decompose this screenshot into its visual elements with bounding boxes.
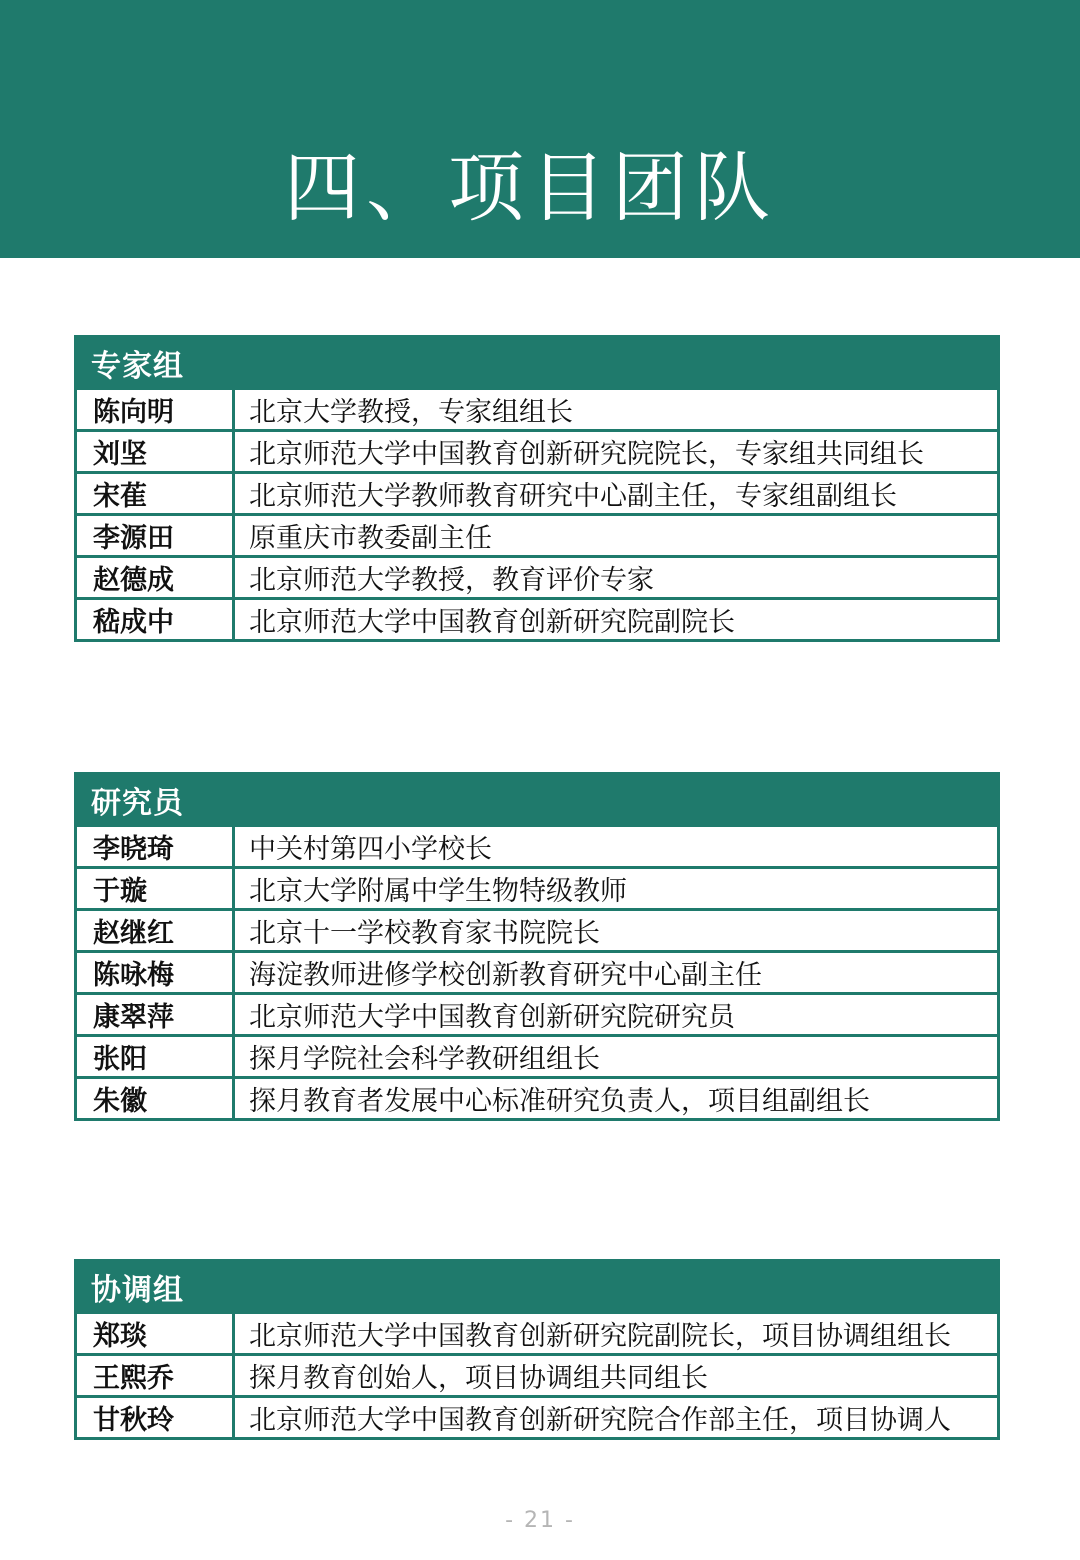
table-row [76, 431, 999, 473]
table-row [76, 473, 999, 515]
member-role: 北京师范大学教师教育研究中心副主任，专家组副组长 [234, 473, 999, 515]
member-name: 李晓琦 [76, 826, 234, 868]
researcher-table [74, 772, 1000, 1121]
member-role: 北京师范大学中国教育创新研究院合作部主任，项目协调人 [234, 1397, 999, 1439]
table-row [76, 557, 999, 599]
member-name: 赵继红 [76, 910, 234, 952]
member-name: 张阳 [76, 1036, 234, 1078]
member-name: 陈咏梅 [76, 952, 234, 994]
table-row [76, 1355, 999, 1397]
member-role: 北京大学教授，专家组组长 [234, 389, 999, 431]
table-row [76, 515, 999, 557]
member-role: 北京师范大学中国教育创新研究院副院长，项目协调组组长 [234, 1313, 999, 1355]
table-row [76, 1397, 999, 1439]
table-row [76, 952, 999, 994]
coordination-group-table [74, 1259, 1000, 1440]
member-name: 朱徽 [76, 1078, 234, 1120]
member-role: 北京师范大学教授，教育评价专家 [234, 557, 999, 599]
table-row [76, 826, 999, 868]
member-role: 中关村第四小学校长 [234, 826, 999, 868]
member-name: 刘坚 [76, 431, 234, 473]
member-role: 海淀教师进修学校创新教育研究中心副主任 [234, 952, 999, 994]
table-row [76, 389, 999, 431]
section-title-expert-group: 专家组 [76, 337, 999, 389]
member-name: 郑琰 [76, 1313, 234, 1355]
table-row [76, 599, 999, 641]
section-title-researchers: 研究员 [76, 774, 999, 826]
table-row [76, 994, 999, 1036]
member-role: 原重庆市教委副主任 [234, 515, 999, 557]
member-name: 陈向明 [76, 389, 234, 431]
member-name: 于璇 [76, 868, 234, 910]
member-name: 李源田 [76, 515, 234, 557]
section-title-coordination-group: 协调组 [76, 1261, 999, 1313]
member-role: 北京师范大学中国教育创新研究院研究员 [234, 994, 999, 1036]
table-row [76, 868, 999, 910]
member-name: 王熙乔 [76, 1355, 234, 1397]
page-number: - 21 - [505, 1508, 575, 1533]
member-role: 北京十一学校教育家书院院长 [234, 910, 999, 952]
member-role: 北京大学附属中学生物特级教师 [234, 868, 999, 910]
member-name: 嵇成中 [76, 599, 234, 641]
member-name: 康翠萍 [76, 994, 234, 1036]
member-name: 赵德成 [76, 557, 234, 599]
table-row [76, 1078, 999, 1120]
table-row [76, 910, 999, 952]
member-role: 探月教育创始人，项目协调组共同组长 [234, 1355, 999, 1397]
page-title: 四、项目团队 [284, 143, 776, 232]
table-row [76, 1313, 999, 1355]
member-role: 北京师范大学中国教育创新研究院副院长 [234, 599, 999, 641]
member-name: 宋萑 [76, 473, 234, 515]
expert-group-table [74, 335, 1000, 642]
member-name: 甘秋玲 [76, 1397, 234, 1439]
member-role: 探月学院社会科学教研组组长 [234, 1036, 999, 1078]
member-role: 北京师范大学中国教育创新研究院院长，专家组共同组长 [234, 431, 999, 473]
table-row [76, 1036, 999, 1078]
header-band [0, 0, 1080, 258]
member-role: 探月教育者发展中心标准研究负责人，项目组副组长 [234, 1078, 999, 1120]
